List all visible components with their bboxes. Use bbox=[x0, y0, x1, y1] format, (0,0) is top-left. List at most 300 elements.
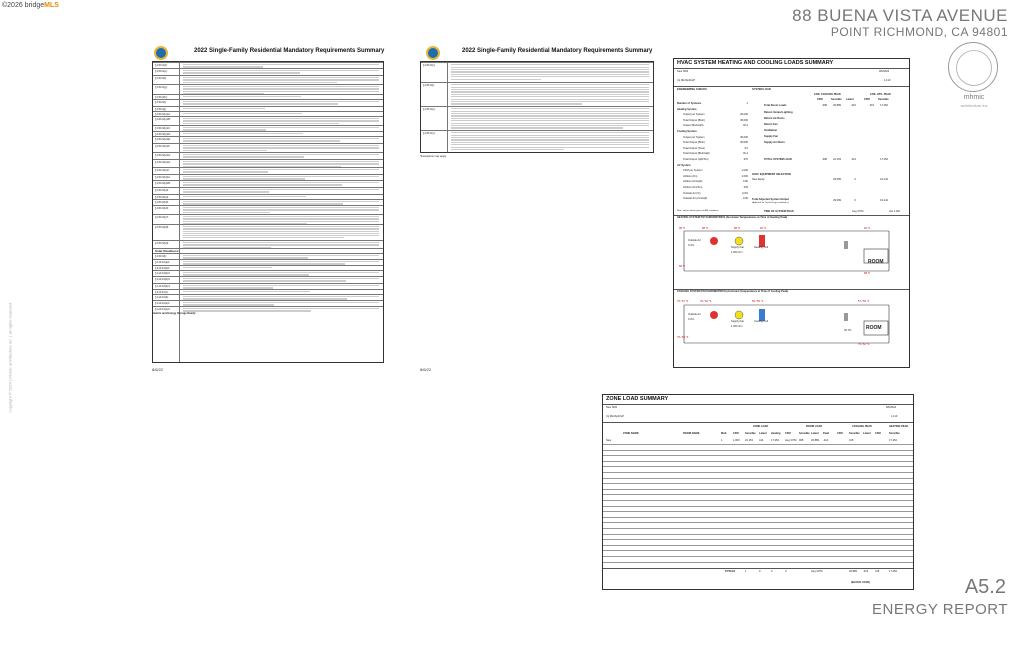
totals-label: TOTALS bbox=[725, 570, 736, 573]
requirement-text-line bbox=[183, 308, 379, 309]
page2-title: 2022 Single-Family Residential Mandatory Requirements Summary bbox=[462, 48, 653, 54]
total-load-value: 17,252 bbox=[880, 158, 888, 161]
zone-row-value: 17,252 bbox=[771, 439, 779, 442]
requirement-code: § 150.0(t): bbox=[423, 84, 435, 87]
requirement-row bbox=[421, 82, 653, 107]
requirement-text-line bbox=[183, 101, 379, 102]
requirement-text-line bbox=[183, 133, 303, 134]
zone-row-value: -410 bbox=[823, 439, 829, 442]
requirement-code: § 150.0(k)1D: bbox=[155, 133, 171, 136]
engineering-check-label: Number of Systems bbox=[677, 102, 702, 105]
engineering-check-value: 370 bbox=[743, 158, 748, 161]
engineering-check-value: 1,000 bbox=[741, 174, 748, 178]
room-load-value: 968 bbox=[822, 104, 827, 107]
cool-temp-6: 75 / 62 °F bbox=[858, 343, 870, 346]
zone-row-value: 968 bbox=[799, 439, 804, 442]
requirement-text-line bbox=[451, 144, 649, 145]
cool-temp-4: 57 / 56 °F bbox=[858, 300, 870, 303]
zone-column-header: CFM bbox=[785, 432, 791, 435]
hvac-loads-summary bbox=[673, 58, 910, 368]
zone-column-header: Latent bbox=[863, 432, 871, 435]
zone-total-value: Aug 3 PM bbox=[811, 570, 823, 573]
cool-temp-3: 56 / 55 °F bbox=[752, 300, 764, 303]
requirement-text-line bbox=[451, 149, 564, 150]
heating-psychrometrics-diagram bbox=[674, 221, 909, 287]
zone-grid-line bbox=[603, 461, 913, 462]
zone-row-value: 20,889 bbox=[811, 439, 819, 442]
requirement-text-line bbox=[183, 140, 340, 141]
requirement-code: § 150.0(e): bbox=[155, 70, 168, 73]
requirement-code: § 110.10(d): bbox=[155, 296, 169, 299]
zone-column-header: Peak bbox=[823, 432, 830, 435]
load-column-header: Sensible bbox=[831, 98, 842, 101]
system-load-label: Supply Fan bbox=[764, 135, 778, 138]
requirement-text-line bbox=[451, 71, 649, 72]
requirement-text-line bbox=[183, 291, 310, 292]
requirement-text-line bbox=[183, 171, 268, 172]
heat-temp-3: 68 °F bbox=[734, 227, 741, 230]
engineering-check-label: Output (Btuh/sqft) bbox=[683, 124, 704, 128]
requirement-text-line bbox=[451, 84, 649, 85]
engineering-check-label: Cooling System bbox=[677, 130, 697, 133]
zone-row-value: 1,000 bbox=[733, 439, 740, 442]
zone-grid-line bbox=[603, 494, 913, 495]
cec-logo-icon bbox=[426, 46, 440, 60]
heat-oa-label: Outside Air bbox=[688, 239, 701, 242]
requirement-text-line bbox=[451, 115, 649, 116]
requirement-text-line bbox=[451, 89, 649, 90]
requirement-text-line bbox=[183, 237, 344, 238]
zone-grid-line bbox=[603, 500, 913, 501]
requirement-code: § 110.10(e)1: bbox=[155, 302, 171, 305]
exceptions-note: *Exceptions may apply. bbox=[420, 155, 447, 158]
zone-grid-line bbox=[603, 556, 913, 557]
requirement-text-line bbox=[183, 96, 301, 97]
requirement-text-line bbox=[451, 67, 649, 68]
zone-total-value: 17,252 bbox=[889, 570, 897, 573]
zone-total-value: 415 bbox=[875, 570, 880, 573]
zone-grid-line bbox=[603, 534, 913, 535]
zone-row-name: New bbox=[606, 439, 612, 442]
requirement-code: § 150.0(k)5: bbox=[155, 201, 169, 204]
solar-readiness-heading: Solar Readiness: bbox=[153, 248, 383, 254]
requirement-text-line bbox=[451, 76, 649, 77]
firm-subtitle: architecture inc bbox=[960, 103, 988, 108]
heat-room-label: ROOM bbox=[868, 259, 884, 265]
requirement-code: § 150.0(k)2A: bbox=[155, 176, 171, 179]
heat-temp-4: 92 °F bbox=[760, 227, 767, 230]
requirement-code: § 150.0(k)1I: bbox=[155, 169, 170, 172]
requirement-text-line bbox=[183, 161, 379, 162]
requirement-code: § 150.0(i): bbox=[155, 101, 167, 104]
requirement-text-line bbox=[451, 96, 649, 97]
hvac-title: HVAC SYSTEM HEATING AND COOLING LOADS SUMMARY bbox=[677, 60, 834, 66]
requirement-text-line bbox=[183, 138, 379, 139]
adjusted-output-value: 0 bbox=[854, 199, 856, 202]
engineering-check-value: 36,000 bbox=[740, 135, 748, 139]
equipment-value: 0 bbox=[854, 178, 856, 181]
requirement-text-line bbox=[451, 87, 649, 88]
listing-watermark: ©2026 bridgeMLS bbox=[2, 2, 59, 9]
requirement-text-line bbox=[183, 191, 269, 192]
project-city: POINT RICHMOND, CA 94801 bbox=[830, 25, 1008, 39]
requirement-text-line bbox=[183, 296, 379, 297]
requirement-code: § 150.0(k)1A: bbox=[155, 113, 171, 116]
requirement-text-line bbox=[183, 207, 379, 208]
engineering-check-value: 32.4 bbox=[742, 152, 748, 156]
hvac-system-name: (n) MiniSplit HP bbox=[677, 79, 696, 82]
requirement-code: § 150.0(k)1E: bbox=[155, 138, 171, 141]
peak-cooling-time: Aug 3 PM bbox=[852, 210, 864, 213]
requirement-text-line bbox=[183, 154, 379, 155]
engineering-check-value: 3.0 bbox=[744, 146, 748, 150]
requirement-text-line bbox=[183, 70, 379, 71]
requirement-text-line bbox=[183, 77, 379, 78]
zone-row-value: 22,153 bbox=[745, 439, 753, 442]
project-address: 88 BUENA VISTA AVENUE bbox=[792, 6, 1008, 25]
requirement-text-line bbox=[183, 118, 379, 119]
total-load-value: 414 bbox=[851, 158, 856, 161]
requirement-code: § 150.0(k)4: bbox=[155, 196, 169, 199]
requirement-text-line bbox=[451, 142, 649, 143]
requirement-text-line bbox=[183, 150, 267, 151]
requirement-text-line bbox=[451, 64, 649, 65]
zone-grid-line bbox=[603, 450, 913, 451]
requirement-code: § 150.0(k)8: bbox=[155, 226, 169, 229]
zone-row-value: Aug 3 PM bbox=[785, 439, 797, 442]
engineering-check-label: Output per System bbox=[683, 113, 705, 117]
requirement-code: § 150.0(k)1G: bbox=[155, 154, 171, 157]
requirement-row bbox=[421, 106, 653, 131]
system-load-label: Return Vented Lighting bbox=[764, 111, 793, 114]
requirement-text-line bbox=[451, 113, 649, 114]
heat-fan-cfm: 1,000 cfm bbox=[731, 251, 743, 254]
engineering-check-value: 36,000 bbox=[740, 113, 748, 117]
requirement-code: § 150.0(k)9: bbox=[155, 242, 169, 245]
zone-group-header: HEATING PEAK bbox=[889, 425, 909, 428]
block-load-label: (BLOCK LOAD) bbox=[851, 581, 871, 584]
heating-psychrometrics-title: HEATING SYSTEM PSYCHROMETRICS (Airstream Temperatures at Time of Heating Peak) bbox=[677, 216, 788, 219]
requirement-text-line bbox=[183, 86, 379, 87]
requirement-text-line bbox=[451, 79, 541, 80]
requirement-text-line bbox=[183, 267, 272, 268]
heat-fan-label: Supply Fan bbox=[731, 246, 745, 249]
cool-fan-cfm: 1,000 cfm bbox=[731, 325, 743, 328]
requirement-code: § 110.10(b)2: bbox=[155, 272, 171, 275]
requirement-text-line bbox=[183, 176, 379, 177]
architect-seal-icon bbox=[948, 42, 998, 92]
requirement-text-line bbox=[451, 99, 649, 100]
equipment-value: 19,142 bbox=[880, 178, 888, 181]
requirement-code: § 150.0(k)6: bbox=[155, 207, 169, 210]
requirement-text-line bbox=[183, 120, 379, 121]
requirement-text-line bbox=[183, 255, 379, 256]
requirement-code: § 110.10(c): bbox=[155, 291, 169, 294]
engineering-check-label: Outside Air (cfm/sqft) bbox=[683, 197, 708, 201]
requirement-text-line bbox=[183, 226, 379, 227]
total-load-value: 968 bbox=[822, 158, 827, 161]
cool-fan-label: Supply Fan bbox=[731, 320, 745, 323]
requirement-row bbox=[153, 224, 383, 241]
zone-column-header: CFM bbox=[875, 432, 881, 435]
requirement-code: § 110.10(b)1: bbox=[155, 267, 171, 270]
zone-grid-line bbox=[603, 466, 913, 467]
zone-grid-line bbox=[603, 506, 913, 507]
side-copyright: copyright © 2024 | mhmic architecture inc. | all rights reserved bbox=[7, 302, 13, 413]
zone-grid-line bbox=[603, 455, 913, 456]
load-column-header: CFM bbox=[817, 98, 823, 101]
engineering-check-label: Airflow (cfm/Ton) bbox=[683, 186, 703, 189]
engineering-check-label: Total Output (Btuh) bbox=[683, 118, 705, 122]
engineering-check-value: 0.0% bbox=[742, 191, 748, 195]
zone-column-header: Sensible bbox=[849, 432, 860, 435]
requirement-code: § 150.0(k)2B: bbox=[155, 182, 171, 185]
engineering-check-label: Total Output (Btuh) bbox=[683, 141, 705, 145]
zone-group-header: COOLING PEAK bbox=[852, 425, 873, 428]
requirement-text-line bbox=[451, 108, 649, 109]
zone-date: 9/5/2024 bbox=[886, 406, 897, 409]
zone-row-value: 414 bbox=[759, 439, 764, 442]
zone-group-header: ROOM LOAD bbox=[806, 425, 823, 428]
heat-temp-1: 38 °F bbox=[679, 227, 686, 230]
requirement-code: § 110.10(e)2: bbox=[155, 308, 171, 311]
adjusted-output-label: Total Adjusted System Output bbox=[752, 198, 789, 201]
requirement-text-line bbox=[451, 147, 649, 148]
requirement-text-line bbox=[183, 127, 379, 128]
zone-grid-line bbox=[603, 562, 913, 563]
equipment-value: 29,699 bbox=[833, 178, 841, 181]
requirement-text-line bbox=[183, 216, 379, 217]
zone-total-value: 20,889 bbox=[849, 570, 857, 573]
cool-oa-cfm: 0 cfm bbox=[688, 318, 695, 321]
zone-row-value: 1 bbox=[721, 439, 723, 442]
requirement-text-line bbox=[183, 280, 346, 281]
requirement-text-line bbox=[183, 261, 379, 262]
cool-room-label: ROOM bbox=[866, 325, 882, 331]
zone-floor-area: 1,110 bbox=[891, 415, 898, 418]
requirement-text-line bbox=[183, 145, 379, 146]
zone-total-value: 1 bbox=[745, 570, 747, 573]
zone-group-header: ZONE LOAD bbox=[753, 425, 769, 428]
requirement-code: § 110.10(b)4: bbox=[155, 285, 171, 288]
requirement-text-line bbox=[183, 272, 379, 273]
adjusted-output-value: 29,699 bbox=[833, 199, 841, 202]
zone-column-header: ZONE NAME bbox=[623, 432, 639, 435]
zone-grid-line bbox=[603, 478, 913, 479]
requirement-text-line bbox=[451, 101, 649, 102]
requirement-text-line bbox=[183, 244, 379, 245]
engineering-check-value: 333 bbox=[743, 186, 748, 189]
requirement-text-line bbox=[183, 184, 342, 185]
requirement-text-line bbox=[451, 103, 582, 104]
requirement-row bbox=[421, 62, 653, 83]
zone-row-value: 17,252 bbox=[889, 439, 897, 442]
room-load-value: -410 bbox=[850, 104, 856, 107]
cool-temp-1: 76 / 67 °F bbox=[677, 300, 689, 303]
requirement-code: § 150.0(h): bbox=[155, 96, 168, 99]
requirement-code: § 150.0(k)3: bbox=[155, 189, 169, 192]
heat-temp-2: 68 °F bbox=[702, 227, 709, 230]
requirement-code: § 150.0(k)1F: bbox=[155, 145, 171, 148]
coil-cooling-peak-heading: COIL COOLING PEAK bbox=[814, 93, 841, 96]
requirement-text-line bbox=[183, 310, 311, 311]
zone-column-header: Mult. bbox=[721, 432, 728, 435]
heat-temp-6: 68 °F bbox=[679, 265, 686, 268]
hvac-floor-area: 1,110 bbox=[884, 79, 891, 82]
cool-coil-label: Cooling Coil bbox=[754, 320, 768, 323]
zone-grid-line bbox=[603, 528, 913, 529]
sheet-number: A5.2 bbox=[964, 576, 1006, 598]
zone-column-header: ROOM NAME bbox=[683, 432, 700, 435]
requirement-text-line bbox=[183, 228, 379, 229]
zone-total-value: 0 bbox=[771, 570, 773, 573]
requirements-table-2 bbox=[420, 61, 654, 153]
requirement-code: § 150.0(k)1B: bbox=[155, 118, 171, 121]
requirement-text-line bbox=[183, 189, 379, 190]
heat-coil-label: Heating Coil bbox=[754, 246, 769, 249]
engineering-check-label: Output per System bbox=[683, 135, 705, 139]
zone-grid-line bbox=[603, 511, 913, 512]
adjusted-output-sub: (Adjusted for Peak Design conditions) bbox=[752, 202, 789, 204]
load-column-header: Sensible bbox=[878, 98, 889, 101]
requirement-code: § 150.0(k)7: bbox=[155, 216, 169, 219]
requirement-text-line bbox=[183, 201, 379, 202]
total-load-value: 22,153 bbox=[833, 158, 841, 161]
requirement-text-line bbox=[451, 111, 649, 112]
zone-grid-line bbox=[603, 483, 913, 484]
engineering-check-value: 36,000 bbox=[740, 118, 748, 122]
system-load-label: Return Fan bbox=[764, 123, 778, 126]
requirement-text-line bbox=[451, 132, 649, 133]
requirement-text-line bbox=[451, 74, 649, 75]
requirements-table bbox=[152, 61, 384, 363]
cec-logo-icon bbox=[154, 46, 168, 60]
zone-column-header: Latent bbox=[811, 432, 819, 435]
zone-title: ZONE LOAD SUMMARY bbox=[606, 396, 669, 402]
zone-column-header: Sensible bbox=[745, 432, 756, 435]
system-load-heading: SYSTEM LOAD bbox=[752, 88, 771, 91]
zone-column-header: Sensible bbox=[799, 432, 810, 435]
zone-grid-line bbox=[603, 489, 913, 490]
requirement-text-line bbox=[183, 209, 379, 210]
hvac-project-name: New SFR bbox=[677, 70, 689, 73]
zone-grid-line bbox=[603, 444, 913, 445]
requirement-text-line bbox=[451, 69, 649, 70]
requirement-code: § 150.0(k)1C: bbox=[155, 127, 171, 130]
firm-name: mhmic bbox=[963, 94, 985, 101]
page1-number: 8/6/22 bbox=[152, 367, 164, 372]
system-load-label: Ventilation bbox=[764, 129, 778, 132]
requirement-code: § 150.0(d): bbox=[155, 64, 168, 67]
requirement-text-line bbox=[451, 123, 649, 124]
requirement-text-line bbox=[183, 108, 265, 109]
engineering-check-label: Outside Air (%) bbox=[683, 191, 701, 195]
hvac-date: 9/5/2024 bbox=[879, 70, 890, 73]
zone-column-header: CFM bbox=[837, 432, 843, 435]
requirement-text-line bbox=[183, 113, 302, 114]
engineering-check-label: Heating System bbox=[677, 107, 697, 111]
zone-total-value: 0 bbox=[785, 570, 787, 573]
requirement-text-line bbox=[451, 127, 623, 128]
requirement-text-line bbox=[183, 221, 379, 222]
requirement-text-line bbox=[183, 163, 379, 164]
load-column-header: CFM bbox=[864, 98, 870, 101]
zone-grid-line bbox=[603, 539, 913, 540]
engineering-check-value: 36,000 bbox=[740, 141, 748, 145]
requirement-text-line bbox=[183, 169, 379, 170]
mandatory-requirements-page-1 bbox=[150, 44, 398, 374]
requirement-text-line bbox=[183, 242, 379, 243]
cool-temp-5: 75 / 62 °F bbox=[677, 336, 689, 339]
engineering-check-label: Airflow (cfm) bbox=[683, 174, 698, 178]
requirement-text-line bbox=[451, 139, 649, 140]
room-humidity: 46.7% bbox=[844, 329, 852, 332]
requirement-code: § 150.0(g): bbox=[155, 86, 168, 89]
requirement-text-line bbox=[183, 212, 270, 213]
requirement-text-line bbox=[183, 196, 306, 197]
coil-heating-peak-heading: COIL HTG. PEAK bbox=[870, 93, 891, 96]
requirement-text-line bbox=[183, 82, 337, 83]
system-load-label: Supply Air Ducts bbox=[764, 141, 785, 144]
zone-grid-line bbox=[603, 472, 913, 473]
requirement-code: § 150.0(s): bbox=[423, 64, 436, 67]
requirement-code: § 150.0(f): bbox=[155, 77, 167, 80]
zone-load-summary bbox=[602, 394, 914, 590]
requirement-text-line bbox=[183, 64, 379, 65]
engineering-check-label: Airflow (cfm/sqft) bbox=[683, 180, 703, 184]
requirement-text-line bbox=[183, 218, 379, 219]
zone-grid-line bbox=[603, 545, 913, 546]
requirement-text-line bbox=[451, 137, 649, 138]
engineering-check-value: 1,000 bbox=[741, 169, 748, 173]
equipment-name: New Equip bbox=[752, 178, 765, 181]
requirement-text-line bbox=[451, 94, 649, 95]
requirement-text-line bbox=[451, 125, 649, 126]
equipment-selection-heading: HVAC EQUIPMENT SELECTION bbox=[752, 173, 791, 176]
engineering-check-value: 1 bbox=[746, 102, 748, 105]
requirement-text-line bbox=[451, 135, 649, 136]
zone-row-value: 415 bbox=[849, 439, 854, 442]
zone-column-header: CFM bbox=[733, 432, 739, 435]
zone-column-header: Latent bbox=[759, 432, 767, 435]
requirement-text-line bbox=[183, 88, 379, 89]
requirement-text-line bbox=[183, 156, 304, 157]
requirement-text-line bbox=[183, 278, 379, 279]
engineering-check-value: 0.00 bbox=[742, 197, 748, 201]
requirement-text-line bbox=[183, 182, 379, 183]
room-load-value: 415 bbox=[869, 104, 874, 107]
requirement-code: § 150.0(u): bbox=[423, 108, 436, 111]
requirement-text-line bbox=[451, 91, 649, 92]
requirement-text-line bbox=[183, 103, 338, 104]
zone-grid-line bbox=[603, 522, 913, 523]
requirement-text-line bbox=[183, 147, 379, 148]
requirement-text-line bbox=[451, 120, 649, 121]
adjusted-output-value: 19,142 bbox=[880, 199, 888, 202]
time-of-peak-label: TIME OF SYSTEM PEAK bbox=[764, 210, 794, 213]
requirement-text-line bbox=[183, 285, 379, 286]
zone-project-name: New SFR bbox=[606, 406, 618, 409]
requirement-row bbox=[421, 130, 653, 153]
engineering-check-value: 0.90 bbox=[742, 180, 748, 184]
engineering-checks-heading: ENGINEERING CHECKS bbox=[677, 88, 707, 91]
room-load-value: 17,252 bbox=[880, 104, 888, 107]
engineering-check-value: 32.4 bbox=[742, 124, 748, 128]
requirement-text-line bbox=[183, 231, 379, 232]
requirement-code: § 150.0(v): bbox=[423, 132, 436, 135]
requirement-text-line bbox=[183, 235, 379, 236]
engineering-check-label: Total Output (Btuh/sqft) bbox=[683, 152, 710, 156]
